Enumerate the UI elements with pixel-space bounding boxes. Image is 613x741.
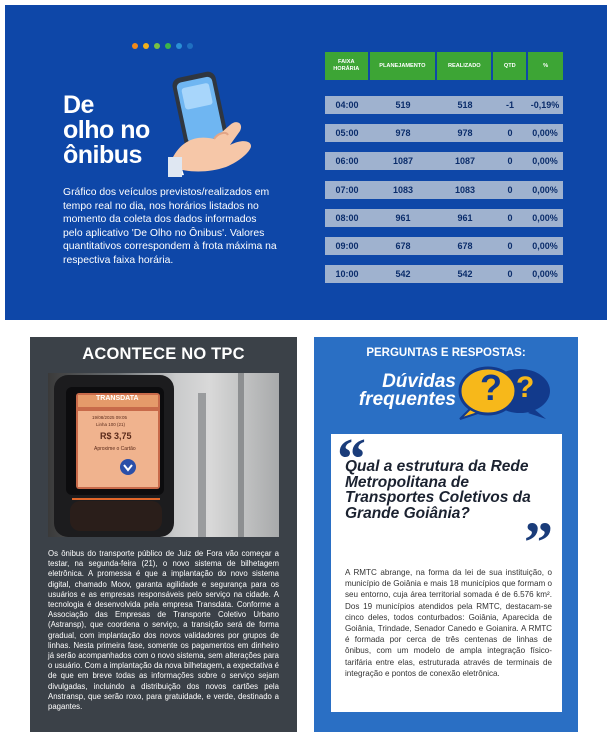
realizado-cell: 1083 xyxy=(454,184,476,195)
title-line-2: olho no xyxy=(63,116,150,144)
percent-cell: 0,00% xyxy=(532,269,558,280)
faixa-horaria-cell: 05:00 xyxy=(335,128,359,139)
news-title: ACONTECE NO TPC xyxy=(82,345,245,363)
title-line-1: De xyxy=(63,91,94,119)
table-row xyxy=(325,181,563,199)
decorative-dot xyxy=(165,43,171,49)
question-mark-icon-secondary: ? xyxy=(516,371,535,404)
hand-phone-icon xyxy=(168,69,268,177)
table-header xyxy=(325,52,563,80)
faq-title-line-2: frequentes xyxy=(358,389,456,410)
question-mark-icon: ? xyxy=(480,367,502,408)
percent-cell: 0,00% xyxy=(532,212,558,223)
decorative-dot xyxy=(187,43,193,49)
de-olho-no-onibus-panel xyxy=(5,5,607,320)
planejamento-cell: 1087 xyxy=(392,156,414,167)
device-instruction: Aproxime o Cartão xyxy=(94,446,136,452)
fleet-table xyxy=(325,52,563,280)
panel-title xyxy=(63,93,150,168)
table-row xyxy=(325,96,563,114)
open-quote-icon: “ xyxy=(337,426,366,491)
panel-description: Gráfico dos veículos previstos/realizados em tempo real no dia, nos horários listados no momento da coleta dos dados informados pelo aplicativo 'De Olho no Ônibus'. Valores quantitativos correspondem à frota máxima na respectiva faixa horária. xyxy=(63,187,277,266)
table-row xyxy=(325,237,563,255)
device-date: 19/08/2025 09:05 xyxy=(92,415,128,420)
qtd-cell: 0 xyxy=(507,212,513,223)
decorative-dot xyxy=(143,43,149,49)
realizado-cell: 518 xyxy=(457,100,473,110)
faixa-horaria-cell: 09:00 xyxy=(335,241,359,251)
realizado-cell: 961 xyxy=(457,212,473,223)
planejamento-cell: 978 xyxy=(395,128,411,139)
faq-card xyxy=(331,426,562,712)
qtd-cell: 0 xyxy=(507,184,513,195)
faixa-horaria-cell: 08:00 xyxy=(335,212,359,223)
realizado-cell: 542 xyxy=(457,269,473,280)
percent-cell: 0,00% xyxy=(532,241,558,251)
faixa-horaria-cell: 10:00 xyxy=(335,269,359,280)
planejamento-cell: 1083 xyxy=(392,184,414,195)
qtd-cell: 0 xyxy=(507,241,513,251)
header-planejamento: PLANEJAMENTO xyxy=(370,52,436,80)
device-line: Linha 100 (21) xyxy=(96,422,126,427)
planejamento-cell: 519 xyxy=(395,100,411,110)
decorative-dot xyxy=(132,43,138,49)
qtd-cell: -1 xyxy=(505,100,514,110)
faixa-horaria-cell: 07:00 xyxy=(335,184,359,195)
device-fare: R$ 3,75 xyxy=(100,431,132,441)
close-quote-icon: ” xyxy=(524,510,553,575)
faq-question: Qual a estrutura da Rede Metropolitana de Transportes Coletivos da Grande Goiânia? xyxy=(345,458,531,522)
faq-title xyxy=(338,373,456,409)
realizado-cell: 678 xyxy=(457,241,473,251)
table-row xyxy=(325,124,563,142)
percent-cell: 0,00% xyxy=(532,156,558,167)
decorative-dots xyxy=(132,43,193,49)
table-row xyxy=(325,209,563,227)
header-percent: % xyxy=(528,52,563,80)
faixa-horaria-cell: 04:00 xyxy=(335,100,359,110)
header-realizado: REALIZADO xyxy=(437,52,491,80)
percent-cell: 0,00% xyxy=(532,184,558,195)
table-row xyxy=(325,152,563,170)
planejamento-cell: 542 xyxy=(395,269,411,280)
planejamento-cell: 961 xyxy=(395,212,411,223)
decorative-dot xyxy=(176,43,182,49)
percent-cell: -0,19% xyxy=(530,100,560,110)
faq-kicker: PERGUNTAS E RESPOSTAS: xyxy=(366,347,526,359)
realizado-cell: 978 xyxy=(457,128,473,139)
header-qtd: QTD xyxy=(493,52,526,80)
qtd-cell: 0 xyxy=(507,156,513,167)
device-brand: TRANSDATA xyxy=(96,395,139,402)
faixa-horaria-cell: 06:00 xyxy=(335,156,359,167)
percent-cell: 0,00% xyxy=(532,128,558,139)
faq-title-line-1: Dúvidas xyxy=(382,371,456,392)
qtd-cell: 0 xyxy=(507,128,513,139)
realizado-cell: 1087 xyxy=(454,156,476,167)
faq-answer: A RMTC abrange, na forma da lei de sua instituição, o município de Goiânia e mais 18 municípios que formam o seu entorno, cuja área territorial somada é de 6.576 km². Dos 19 municípios atendidos pela RMTC, destacam-se cinco deles, todos conturbados: Goiânia, Aparecida de Goiânia, Trindade, Senador Canedo e Goianira. A RMTC é formada por cerca de três centenas de linhas de ônibus, com um modelo de ampla integração físico-tarifária entre elas, estruturada através de terminais de integração e pontos de conexão eletrônica. xyxy=(345,568,552,678)
table-row xyxy=(325,265,563,283)
title-line-3: ônibus xyxy=(63,141,142,169)
header-faixa-horaria: FAIXA HORÁRIA xyxy=(325,52,368,80)
decorative-dot xyxy=(154,43,160,49)
qtd-cell: 0 xyxy=(507,269,513,280)
validator-photo xyxy=(48,373,279,537)
question-bubbles-icon xyxy=(454,365,554,417)
acontece-no-tpc-panel xyxy=(30,337,297,732)
planejamento-cell: 678 xyxy=(395,241,411,251)
news-body: Os ônibus do transporte público de Juiz de Fora vão começar a testar, na segunda-feira (21), o novo sistema de bilhetagem eletrônica. A promessa é que a implantação do novo sistema digital, chamado Moov, garanta agilidade e segurança para os usuários e as empresas responsáveis pelo serviço na cidade. A tecnologia é desenvolvida pela empresa Transdata. Conforme a Associação das Empresas de Transporte Coletivo Urbano (Astransp), que coordena o serviço, a transição será de forma gradual, com implantação dos novos validadores por grupos de linhas. Nesta primeira fase, somente os pagamentos em dinheiro já serão acompanhados com o novo sistema, sem alterações para o usuário. Com a implantação da nova bilhetagem, a expectativa é de que em breve todas as informações sobre o serviço sejam divulgadas, incluindo a distribuição dos novos cartões pela Anstransp, que serão roxo, para gratuidade, e verde, destinado a pagantes. xyxy=(48,549,279,712)
faq-panel xyxy=(314,337,578,732)
